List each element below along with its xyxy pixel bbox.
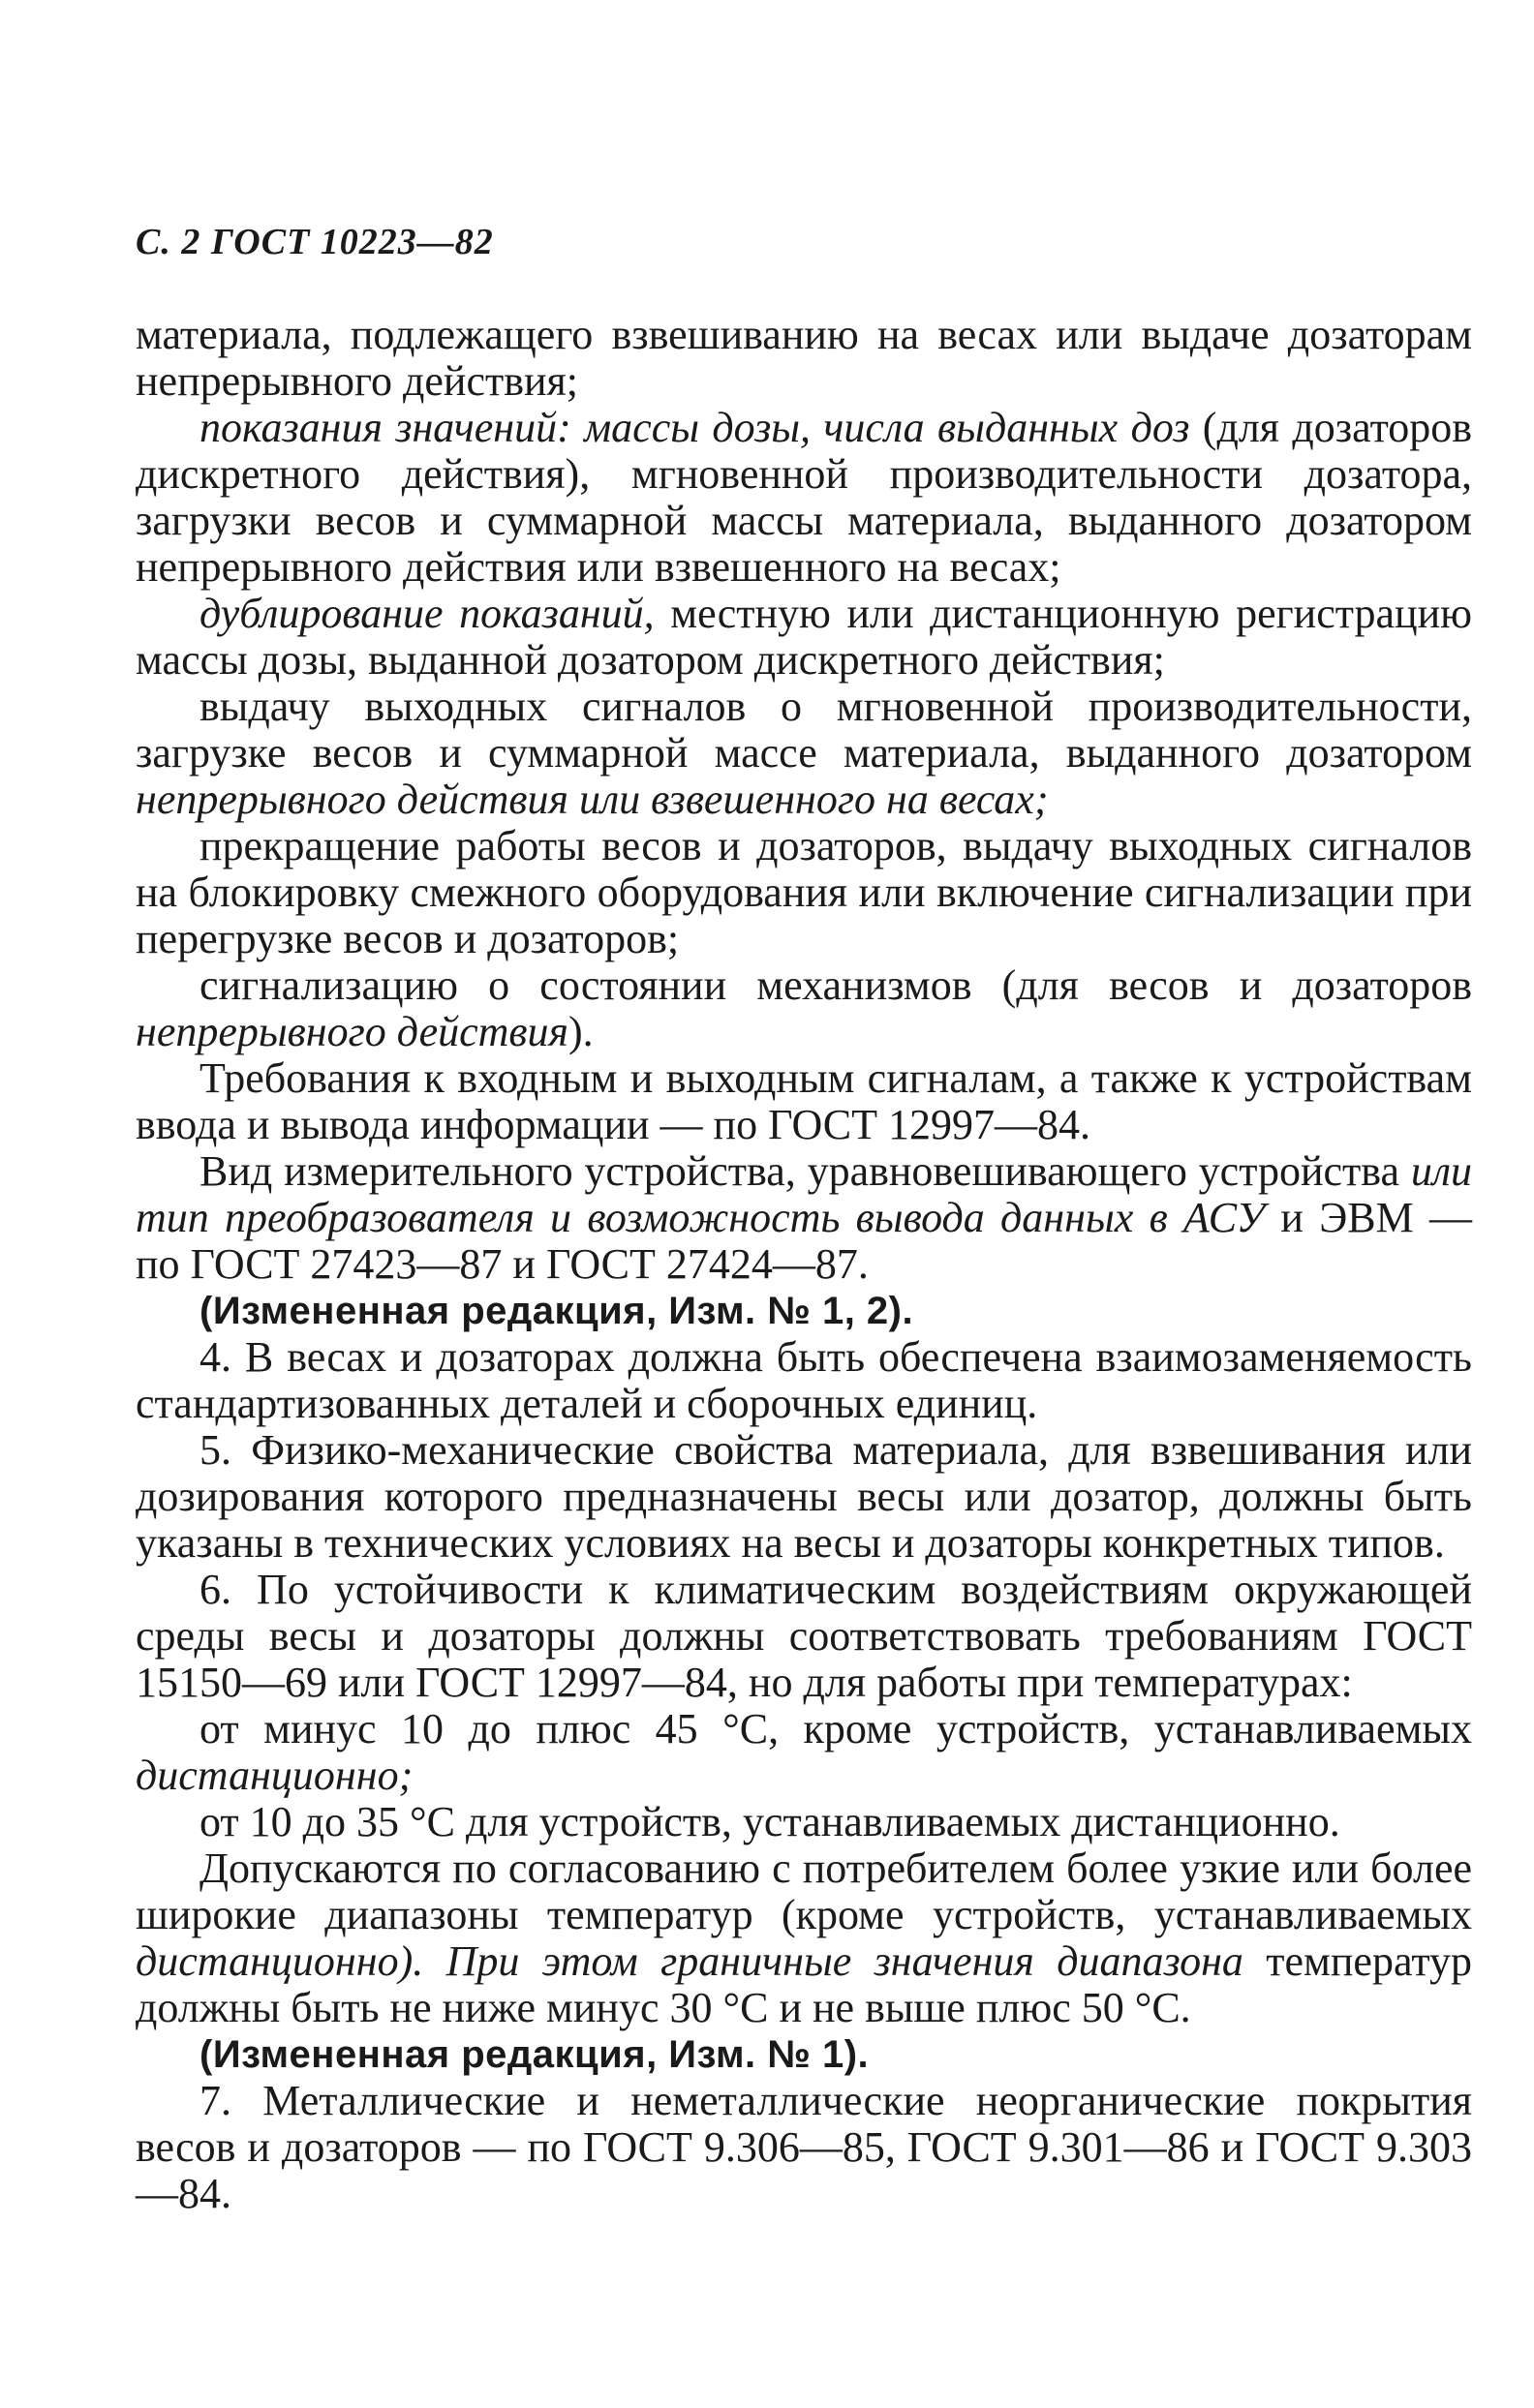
paragraph: [136, 591, 1472, 684]
text-run: Вид измерительного устройства, уравновешивающего устройства: [199, 1147, 1399, 1195]
text-run: (для дозаторов дискретного действия), мгновенной производительности дозатора, загрузки весов и суммарной массы материала, выданного дозатором непрерывного действия или взвешенного на весах;: [136, 404, 1472, 591]
edition-note: (Измененная редакция, Изм. № 1, 2).: [199, 1290, 914, 1332]
edition-note: (Измененная редакция, Изм. № 1).: [199, 2033, 870, 2076]
paragraph: 4. В весах и дозаторах должна быть обеспечена взаимозаменяемость стандартизованных деталей и сборочных единиц.: [136, 1333, 1472, 1427]
text-run: и ЭВМ — по ГОСТ 27423—87 и ГОСТ 27424—87.: [136, 1194, 1472, 1288]
text-run: Допускаются по согласованию с потребителем более узкие или более широкие диапазоны температур (кроме устройств, устанавливаемых: [136, 1844, 1472, 1938]
paragraph: [136, 1845, 1472, 2031]
paragraph: материала, подлежащего взвешиванию на весах или выдаче дозаторам непрерывного действия;: [136, 311, 1472, 405]
paragraph: [136, 405, 1472, 591]
paragraph: [136, 962, 1472, 1055]
paragraph: прекращение работы весов и дозаторов, выдачу выходных сигналов на блокировку смежного оборудования или включение сигнализации при перегрузке весов и дозаторов;: [136, 822, 1472, 962]
page-header: С. 2 ГОСТ 10223—82: [136, 222, 494, 262]
text-run: ).: [568, 1008, 594, 1055]
text-run: температур должны быть не ниже минус 30 °С и не выше плюс 50 °С.: [136, 1937, 1472, 2031]
paragraph: [136, 1706, 1472, 1799]
paragraph: от 10 до 35 °С для устройств, устанавливаемых дистанционно.: [199, 1798, 1340, 1845]
text-run: местную или дистанционную регистрацию массы дозы, выданной дозатором дискретного действия;: [136, 590, 1472, 684]
italic-text: показания значений: массы дозы, числа выданных доз: [199, 404, 1190, 451]
italic-text: дублирование показаний,: [199, 590, 655, 637]
paragraph: [136, 1148, 1472, 1288]
italic-text: непрерывного действия или взвешенного на весах;: [136, 776, 1049, 823]
paragraph: Требования к входным и выходным сигналам, а также к устройствам ввода и вывода информации — по ГОСТ 12997—84.: [136, 1054, 1472, 1148]
paragraph: 7. Металлические и неметаллические неорганические покрытия весов и дозаторов — по ГОСТ 9.306—85, ГОСТ 9.301—86 и ГОСТ 9.303—84.: [136, 2077, 1472, 2217]
italic-text: дистанционно). При этом граничные значения диапазона: [136, 1937, 1243, 1985]
paragraph: 5. Физико-механические свойства материала, для взвешивания или дозирования которого предназначены весы или дозатор, должны быть указаны в технических условиях на весы и дозаторы конкретных типов.: [136, 1426, 1472, 1567]
italic-text: непрерывного действия: [136, 1008, 568, 1055]
paragraph: [136, 684, 1472, 823]
text-run: выдачу выходных сигналов о мгновенной производительности, загрузке весов и суммарной массе материала, выданного дозатором: [136, 683, 1472, 777]
text-run: от минус 10 до плюс 45 °С, кроме устройств, устанавливаемых: [199, 1705, 1472, 1753]
paragraph: 6. По устойчивости к климатическим воздействиям окружающей среды весы и дозаторы должны соответствовать требованиям ГОСТ 15150—69 или ГОСТ 12997—84, но для работы при температурах:: [136, 1566, 1472, 1706]
italic-text: дистанционно;: [136, 1752, 414, 1799]
italic-text: или тип преобразователя и возможность вывода данных в АСУ: [136, 1147, 1473, 1241]
document-body: [136, 312, 1472, 2217]
text-run: сигнализацию о состоянии механизмов (для весов и дозаторов: [199, 961, 1472, 1009]
